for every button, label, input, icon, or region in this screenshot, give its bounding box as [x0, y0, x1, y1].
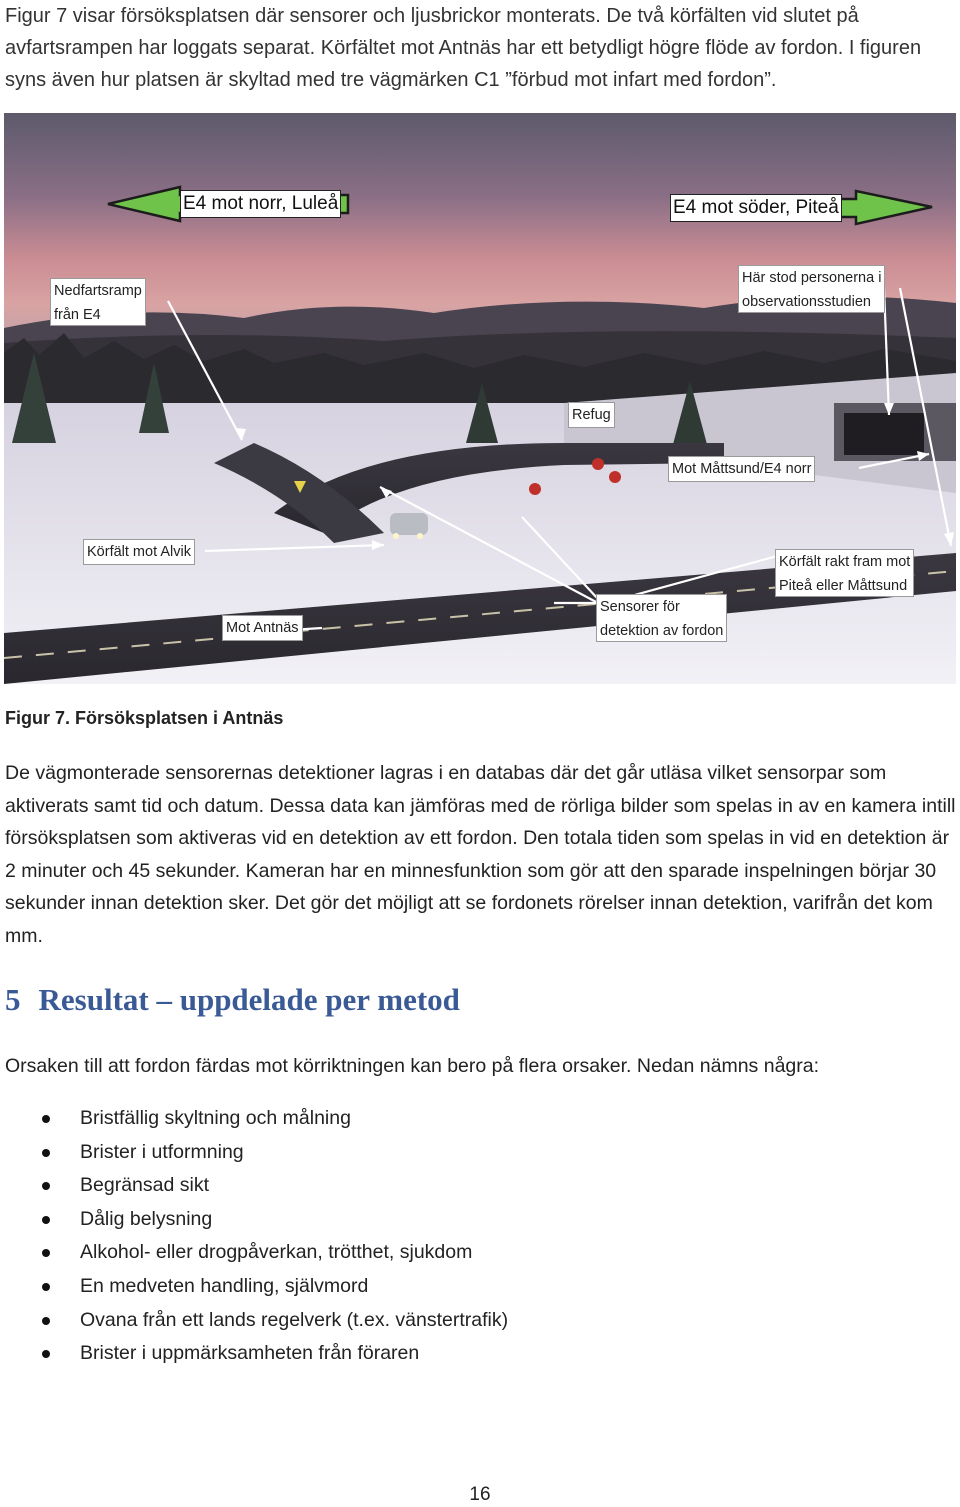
bullet-icon — [42, 1249, 50, 1257]
body-paragraph-2: Orsaken till att fordon färdas mot körriktningen kan bero på flera orsaker. Nedan nämns några: — [5, 1055, 820, 1077]
bullet-icon — [42, 1350, 50, 1358]
bullet-icon — [42, 1115, 50, 1123]
label-sensors: Sensorer för detektion av fordon — [596, 594, 727, 642]
section-title: Resultat – uppdelade per metod — [38, 982, 460, 1017]
label-antnas: Mot Antnäs — [222, 615, 303, 641]
list-item-text: Ovana från ett lands regelverk (t.ex. vänstertrafik) — [80, 1308, 509, 1331]
list-item — [0, 1136, 508, 1170]
label-mattsund: Mot Måttsund/E4 norr — [668, 456, 815, 482]
list-item — [0, 1203, 508, 1237]
list-item-text: Brister i uppmärksamheten från föraren — [80, 1342, 420, 1365]
site-photo — [4, 113, 956, 684]
label-straight: Körfält rakt fram mot Piteå eller Måttsund — [775, 549, 914, 597]
list-item-text: En medveten handling, självmord — [80, 1274, 369, 1297]
bullet-icon — [42, 1283, 50, 1291]
bullet-icon — [42, 1149, 50, 1157]
list-item-text: Dålig belysning — [80, 1207, 213, 1230]
body-paragraph-1: De vägmonterade sensorernas detektioner lagras i en databas där det går utläsa vilket sensorpar som aktiverats samt tid och datum. Dessa data kan jämföras med de rörliga bilder som spelas in av en kamera intill försöksplatsen som aktiveras vid en detektion av ett fordon. Den totala tiden som spelas in vid en detektion är 2 minuter och 45 sekunder. Kameran har en minnesfunktion som gör att den sparade inspelningen börjar 30 sekunder innan detektion sker. Det gör det möjligt att se fordonets rörelser innan detektion, varifrån det kom mm. — [5, 762, 956, 947]
arrow-label-south: E4 mot söder, Piteå — [670, 194, 842, 222]
figure-caption: Figur 7. Försöksplatsen i Antnäs — [5, 708, 284, 728]
arrow-label-north: E4 mot norr, Luleå — [180, 190, 341, 218]
cause-list — [0, 1102, 508, 1371]
list-item-text: Begränsad sikt — [80, 1174, 209, 1197]
list-item — [0, 1270, 508, 1304]
list-item-text: Brister i utformning — [80, 1140, 244, 1163]
list-item — [0, 1169, 508, 1203]
page-number: 16 — [469, 1484, 491, 1505]
list-item-text: Bristfällig skyltning och målning — [80, 1107, 351, 1129]
section-number: 5 — [5, 982, 21, 1017]
bullet-icon — [42, 1216, 50, 1224]
list-item — [0, 1337, 508, 1371]
list-item — [0, 1304, 508, 1338]
bullet-icon — [42, 1182, 50, 1190]
list-item — [0, 1102, 508, 1136]
label-alvik: Körfält mot Alvik — [83, 539, 195, 565]
label-observers: Här stod personerna i observationsstudien — [738, 265, 885, 313]
section-heading — [5, 982, 460, 1018]
label-refuge: Refug — [568, 402, 615, 428]
label-ramp: Nedfartsramp från E4 — [50, 278, 146, 326]
list-item-text: Alkohol- eller drogpåverkan, trötthet, sjukdom — [80, 1241, 473, 1264]
list-item — [0, 1236, 508, 1270]
bullet-icon — [42, 1317, 50, 1325]
intro-paragraph: Figur 7 visar försöksplatsen där sensorer och ljusbrickor monterats. De två körfälten vid slutet på avfartsrampen har loggats separat. Körfältet mot Antnäs har ett betydligt högre flöde av fordon. I figuren syns även hur platsen är skyltad med tre vägmärken C1 ”förbud mot infart med fordon”. — [5, 5, 922, 91]
